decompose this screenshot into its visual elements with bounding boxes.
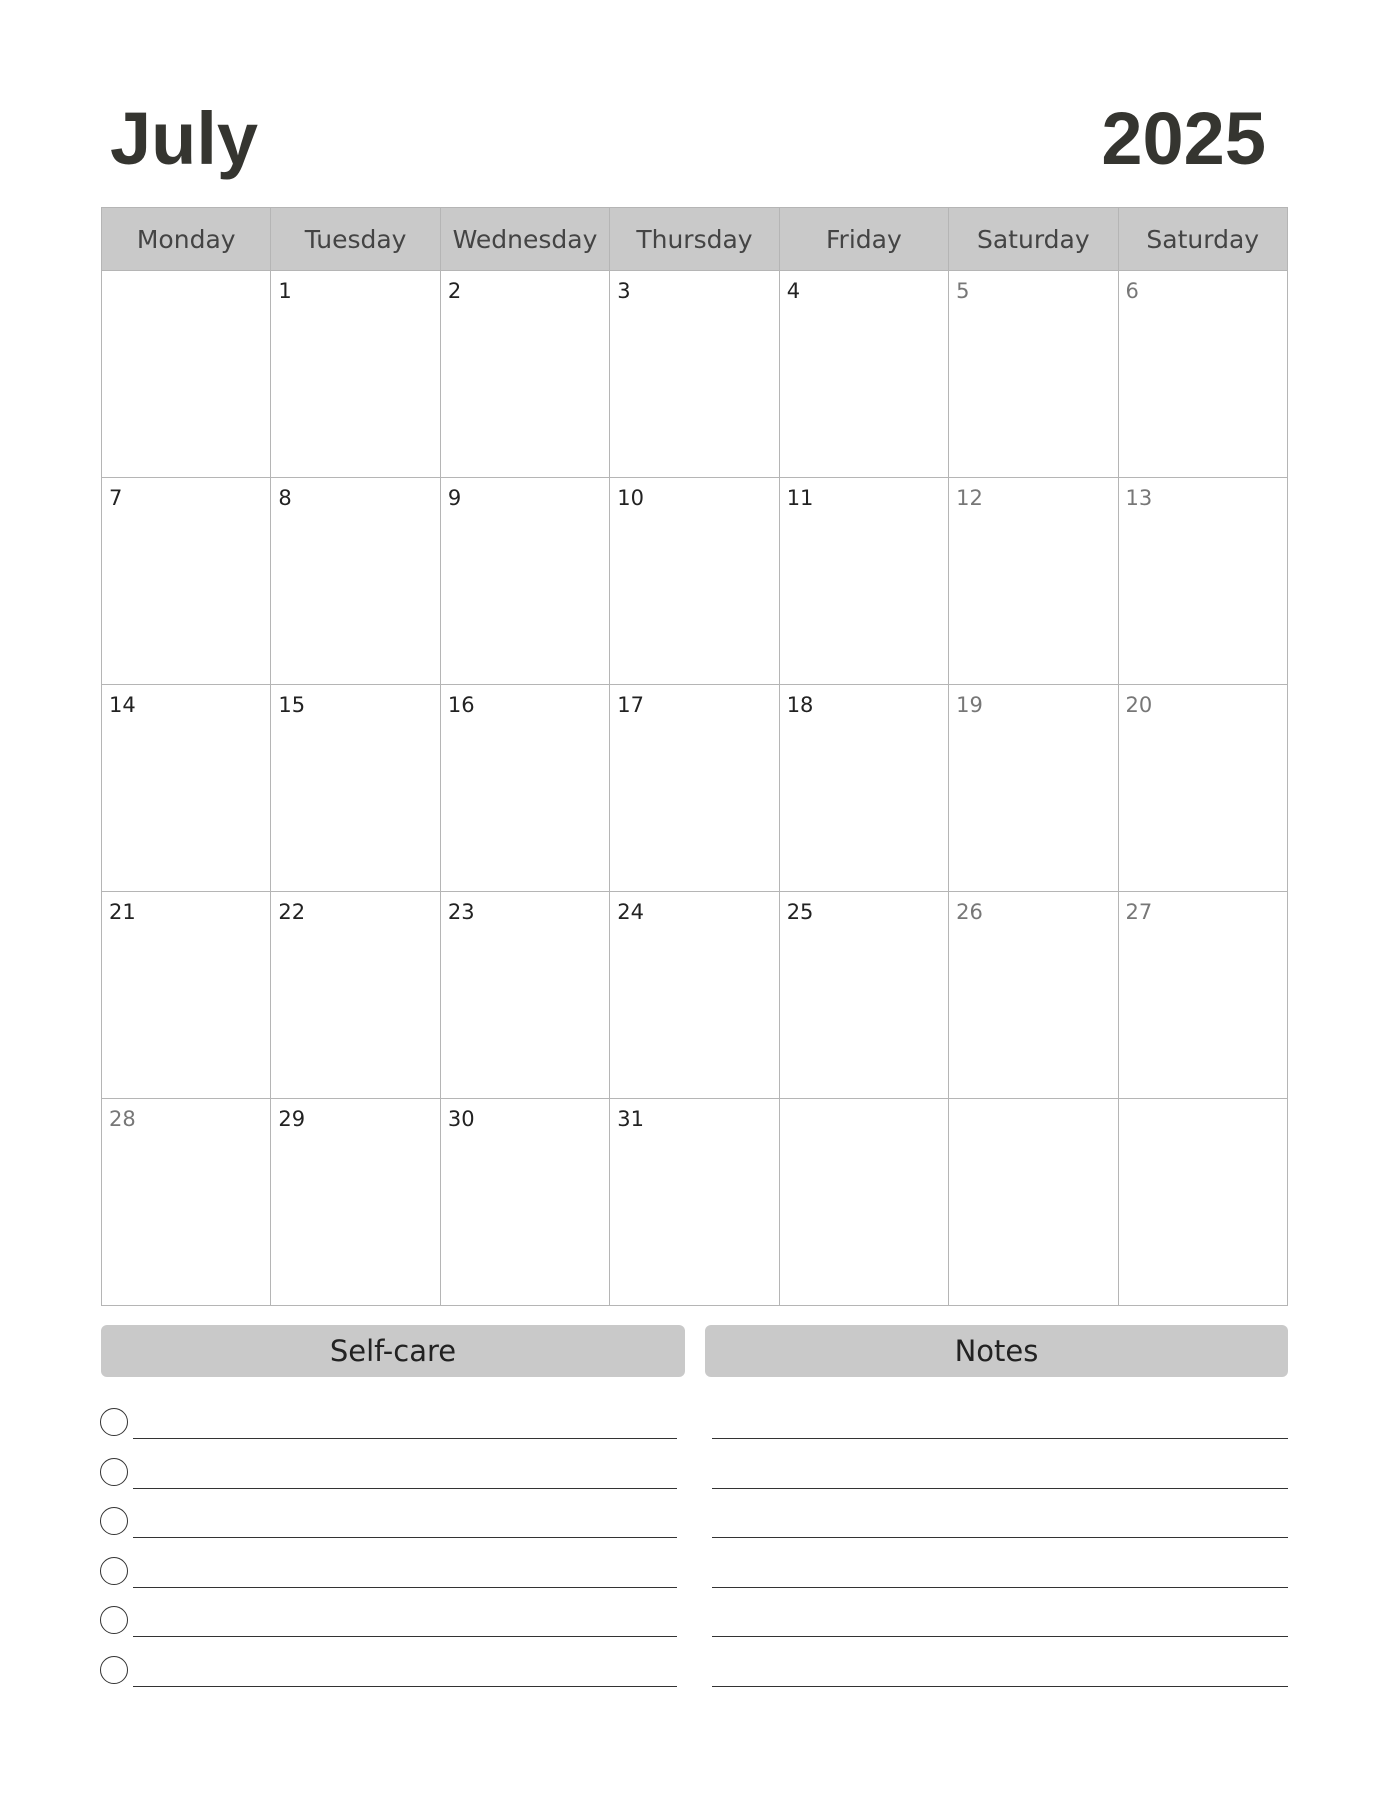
month-title: July bbox=[110, 97, 259, 180]
day-number: 4 bbox=[786, 279, 801, 303]
day-number: 7 bbox=[109, 486, 123, 510]
notes-item bbox=[712, 1408, 1288, 1458]
selfcare-write-line[interactable] bbox=[133, 1488, 677, 1489]
day-number: 9 bbox=[447, 486, 462, 510]
notes-item bbox=[712, 1656, 1288, 1706]
notes-write-line[interactable] bbox=[712, 1587, 1288, 1588]
day-cell[interactable] bbox=[949, 892, 1118, 1099]
week-row-2 bbox=[102, 478, 1288, 685]
day-cell[interactable] bbox=[271, 1099, 440, 1306]
day-number: 21 bbox=[109, 900, 136, 924]
day-number: 8 bbox=[278, 486, 292, 510]
day-number: 11 bbox=[786, 486, 814, 510]
day-number: 25 bbox=[786, 900, 814, 924]
day-number: 19 bbox=[956, 693, 983, 717]
selfcare-write-line[interactable] bbox=[133, 1686, 677, 1687]
day-cell[interactable] bbox=[779, 478, 948, 685]
day-cell[interactable] bbox=[949, 1099, 1118, 1306]
notes-item bbox=[712, 1507, 1288, 1557]
selfcare-item bbox=[100, 1606, 677, 1656]
day-number: 14 bbox=[109, 693, 136, 717]
day-cell[interactable] bbox=[949, 478, 1118, 685]
day-number: 1 bbox=[278, 279, 292, 303]
day-number: 29 bbox=[278, 1107, 306, 1131]
weekday-saturday-2: Saturday bbox=[1118, 208, 1287, 271]
day-cell[interactable] bbox=[440, 685, 609, 892]
day-cell[interactable] bbox=[440, 271, 609, 478]
day-cell[interactable] bbox=[1118, 685, 1287, 892]
day-cell[interactable] bbox=[779, 271, 948, 478]
notes-item bbox=[712, 1606, 1288, 1656]
day-cell[interactable] bbox=[102, 271, 271, 478]
day-number: 23 bbox=[447, 900, 475, 924]
day-cell[interactable] bbox=[610, 685, 779, 892]
day-number: 17 bbox=[617, 693, 644, 717]
day-cell[interactable] bbox=[1118, 478, 1287, 685]
day-number: 24 bbox=[617, 900, 644, 924]
day-cell[interactable] bbox=[779, 892, 948, 1099]
day-cell[interactable] bbox=[1118, 271, 1287, 478]
day-number: 31 bbox=[617, 1107, 644, 1131]
day-number: 15 bbox=[278, 693, 306, 717]
calendar-grid bbox=[101, 207, 1288, 1306]
day-number: 26 bbox=[956, 900, 983, 924]
selfcare-write-line[interactable] bbox=[133, 1587, 677, 1588]
weekday-wednesday: Wednesday bbox=[440, 208, 609, 271]
day-number: 27 bbox=[1125, 900, 1153, 924]
weekday-saturday: Saturday bbox=[949, 208, 1118, 271]
selfcare-item bbox=[100, 1507, 677, 1557]
day-cell[interactable] bbox=[102, 892, 271, 1099]
selfcare-item bbox=[100, 1557, 677, 1607]
day-number: 30 bbox=[447, 1107, 475, 1131]
day-cell[interactable] bbox=[1118, 892, 1287, 1099]
day-cell[interactable] bbox=[779, 685, 948, 892]
day-cell[interactable] bbox=[102, 478, 271, 685]
selfcare-item bbox=[100, 1408, 677, 1458]
notes-item bbox=[712, 1557, 1288, 1607]
notes-write-line[interactable] bbox=[712, 1636, 1288, 1637]
weekday-header-row bbox=[102, 208, 1288, 271]
day-number: 18 bbox=[786, 693, 814, 717]
day-cell[interactable] bbox=[271, 478, 440, 685]
day-cell[interactable] bbox=[610, 478, 779, 685]
notes-item bbox=[712, 1458, 1288, 1508]
weekday-friday: Friday bbox=[779, 208, 948, 271]
checkbox-circle-icon[interactable] bbox=[100, 1408, 128, 1436]
weekday-tuesday: Tuesday bbox=[271, 208, 440, 271]
selfcare-write-line[interactable] bbox=[133, 1636, 677, 1637]
day-number: 2 bbox=[447, 279, 462, 303]
day-cell[interactable] bbox=[102, 685, 271, 892]
day-cell[interactable] bbox=[440, 892, 609, 1099]
day-number: 20 bbox=[1125, 693, 1153, 717]
day-cell[interactable] bbox=[1118, 1099, 1287, 1306]
checkbox-circle-icon[interactable] bbox=[100, 1606, 128, 1634]
checkbox-circle-icon[interactable] bbox=[100, 1656, 128, 1684]
day-number: 10 bbox=[617, 486, 644, 510]
week-row-4 bbox=[102, 892, 1288, 1099]
week-row-5 bbox=[102, 1099, 1288, 1306]
notes-write-line[interactable] bbox=[712, 1537, 1288, 1538]
selfcare-write-line[interactable] bbox=[133, 1537, 677, 1538]
day-cell[interactable] bbox=[440, 1099, 609, 1306]
notes-write-line[interactable] bbox=[712, 1686, 1288, 1687]
checkbox-circle-icon[interactable] bbox=[100, 1507, 128, 1535]
checkbox-circle-icon[interactable] bbox=[100, 1458, 128, 1486]
day-number: 13 bbox=[1125, 486, 1153, 510]
day-number: 3 bbox=[617, 279, 631, 303]
checkbox-circle-icon[interactable] bbox=[100, 1557, 128, 1585]
notes-write-line[interactable] bbox=[712, 1488, 1288, 1489]
day-cell[interactable] bbox=[271, 892, 440, 1099]
weekday-thursday: Thursday bbox=[610, 208, 779, 271]
day-number: 5 bbox=[956, 279, 970, 303]
selfcare-item bbox=[100, 1656, 677, 1706]
day-cell[interactable] bbox=[440, 478, 609, 685]
weekday-monday: Monday bbox=[102, 208, 271, 271]
day-cell[interactable] bbox=[949, 685, 1118, 892]
day-number: 16 bbox=[447, 693, 475, 717]
week-row-3 bbox=[102, 685, 1288, 892]
day-number: 28 bbox=[109, 1107, 136, 1131]
year-title: 2025 bbox=[1101, 97, 1266, 180]
day-number: 6 bbox=[1125, 279, 1139, 303]
day-cell[interactable] bbox=[610, 271, 779, 478]
selfcare-item bbox=[100, 1458, 677, 1508]
day-cell[interactable] bbox=[271, 685, 440, 892]
week-row-1 bbox=[102, 271, 1288, 478]
day-cell[interactable] bbox=[779, 1099, 948, 1306]
selfcare-list bbox=[100, 1408, 677, 1705]
day-cell[interactable] bbox=[102, 1099, 271, 1306]
day-cell[interactable] bbox=[610, 892, 779, 1099]
selfcare-write-line[interactable] bbox=[133, 1438, 677, 1439]
notes-list bbox=[712, 1408, 1288, 1705]
day-number: 22 bbox=[278, 900, 306, 924]
day-cell[interactable] bbox=[271, 271, 440, 478]
day-cell[interactable] bbox=[610, 1099, 779, 1306]
selfcare-header: Self-care bbox=[101, 1325, 685, 1377]
day-number: 12 bbox=[956, 486, 983, 510]
notes-header: Notes bbox=[705, 1325, 1288, 1377]
notes-write-line[interactable] bbox=[712, 1438, 1288, 1439]
day-cell[interactable] bbox=[949, 271, 1118, 478]
